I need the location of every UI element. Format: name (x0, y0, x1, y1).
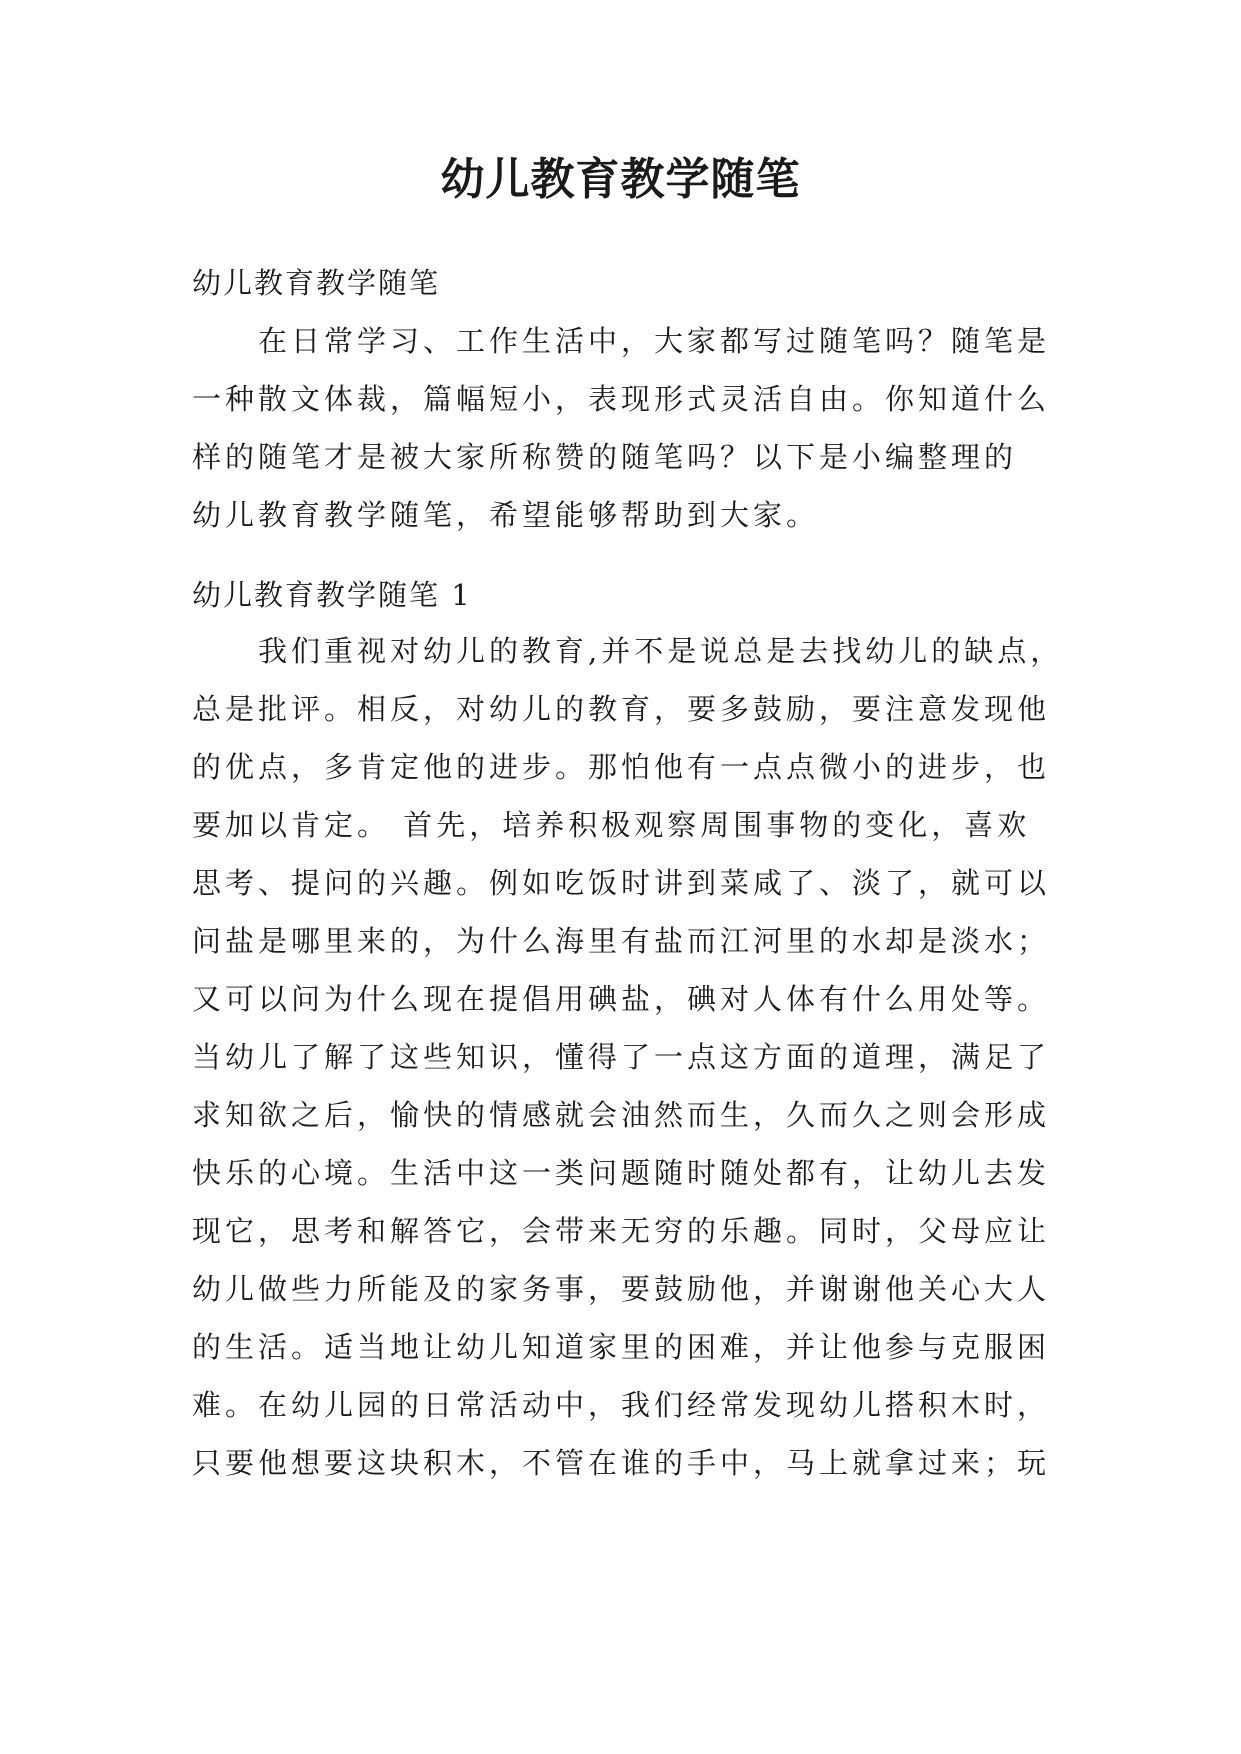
section1-line: 幼儿做些力所能及的家务事，要鼓励他，并谢谢他关心大人 (192, 1272, 1051, 1306)
intro-line: 在日常学习、工作生活中，大家都写过随笔吗？随笔是 (192, 324, 1051, 358)
document-title: 幼儿教育教学随笔 (440, 154, 801, 205)
section1-line: 的优点，多肯定他的进步。那怕他有一点点微小的进步，也 (192, 750, 1051, 784)
intro-heading: 幼儿教育教学随笔 (192, 266, 441, 300)
section1-line: 的生活。适当地让幼儿知道家里的困难，并让他参与克服困 (192, 1330, 1051, 1364)
section1-line: 只要他想要这块积木，不管在谁的手中，马上就拿过来；玩 (192, 1446, 1051, 1480)
section1-line: 难。在幼儿园的日常活动中，我们经常发现幼儿搭积木时， (192, 1388, 1051, 1422)
section1-paragraph (192, 622, 1064, 1492)
section1-line: 现它，思考和解答它，会带来无穷的乐趣。同时，父母应让 (192, 1214, 1051, 1248)
section1-line: 快乐的心境。生活中这一类问题随时随处都有，让幼儿去发 (192, 1156, 1051, 1190)
intro-line: 幼儿教育教学随笔，希望能够帮助到大家。 (192, 498, 820, 532)
section1-line: 又可以问为什么现在提倡用碘盐，碘对人体有什么用处等。 (192, 982, 1051, 1016)
section1-line: 求知欲之后，愉快的情感就会油然而生，久而久之则会形成 (192, 1098, 1051, 1132)
intro-line: 一种散文体裁，篇幅短小，表现形式灵活自由。你知道什么 (192, 382, 1051, 416)
section1-line: 我们重视对幼儿的教育,并不是说总是去找幼儿的缺点， (192, 634, 1064, 668)
section1-line: 问盐是哪里来的，为什么海里有盐而江河里的水却是淡水； (192, 924, 1051, 958)
intro-paragraph (192, 312, 1052, 544)
section1-heading: 幼儿教育教学随笔 1 (192, 578, 472, 612)
section1-line: 要加以肯定。 首先，培养积极观察周围事物的变化，喜欢 (192, 808, 1031, 842)
section1-line: 思考、提问的兴趣。例如吃饭时讲到菜咸了、淡了，就可以 (192, 866, 1051, 900)
section1-line: 总是批评。相反，对幼儿的教育，要多鼓励，要注意发现他 (192, 692, 1051, 726)
section1-line: 当幼儿了解了这些知识，懂得了一点这方面的道理，满足了 (192, 1040, 1051, 1074)
intro-line: 样的随笔才是被大家所称赞的随笔吗？以下是小编整理的 (192, 440, 1018, 474)
